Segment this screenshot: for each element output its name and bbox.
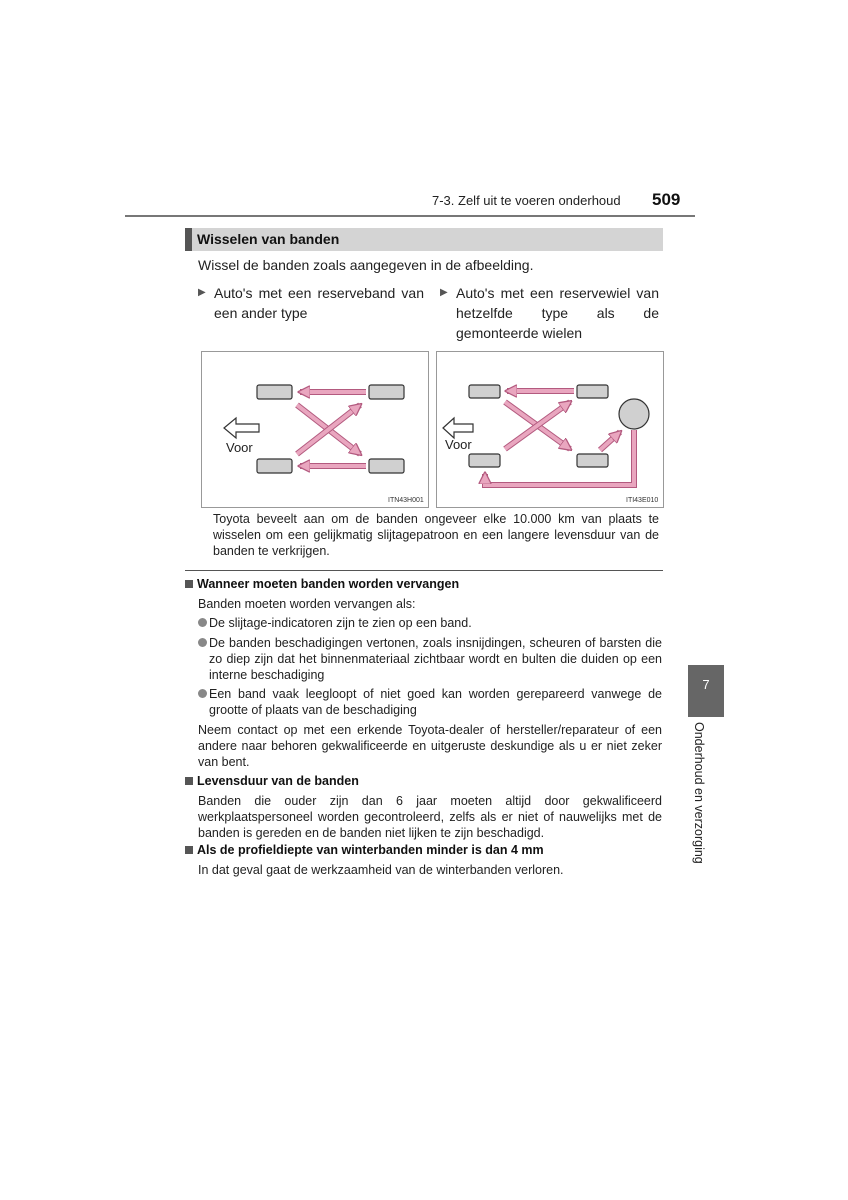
replace-bullet-2 xyxy=(198,635,662,683)
triangle-bullet-icon: ▶ xyxy=(198,287,206,298)
winter-heading xyxy=(185,843,544,857)
chapter-number: 7 xyxy=(702,677,710,692)
left-column-text: Auto's met een reserveband van een ander type xyxy=(214,285,424,321)
triangle-bullet-icon: ▶ xyxy=(440,287,448,298)
replace-heading-text: Wanneer moeten banden worden vervangen xyxy=(197,577,460,591)
replace-bullet-3 xyxy=(198,686,662,718)
tire-front-left xyxy=(469,385,500,398)
square-bullet-icon xyxy=(185,846,193,854)
section-marker xyxy=(185,228,192,251)
replace-heading xyxy=(185,577,459,591)
bullet-text: De slijtage-indicatoren zijn te zien op een band. xyxy=(209,616,472,630)
replace-contact: Neem contact op met een erkende Toyota-dealer of hersteller/reparateur of een andere naar behoren gekwalificeerde en uitgeruste deskundige als u er niet zeker van bent. xyxy=(198,723,662,769)
section-intro: Wissel de banden zoals aangegeven in de afbeelding. xyxy=(198,257,534,273)
tire-rear-left xyxy=(577,385,608,398)
section-title: Wisselen van banden xyxy=(197,231,340,247)
bullet-text: Een band vaak leegloopt of niet goed kan worden gerepareerd vanwege de grootte of plaats van de beschadiging xyxy=(209,687,662,717)
replace-lead: Banden moeten worden vervangen als: xyxy=(198,597,416,611)
page-number: 509 xyxy=(652,190,681,209)
header-rule xyxy=(125,215,695,217)
square-bullet-icon xyxy=(185,580,193,588)
figure-code: ITN43H001 xyxy=(388,497,424,504)
tire-rear-left xyxy=(369,385,404,399)
bullet-text: De banden beschadigingen vertonen, zoals insnijdingen, scheuren of barsten die zo diep zijn dat het binnenmateriaal zichtbaar wordt en bulten die duiden op een interne beschadiging xyxy=(209,636,662,682)
right-column-label xyxy=(440,283,659,345)
tire-front-right xyxy=(257,459,292,473)
tire-rear-right xyxy=(577,454,608,467)
left-column-label xyxy=(198,283,424,325)
chapter-tab xyxy=(688,665,724,717)
running-header: 7-3. Zelf uit te voeren onderhoud xyxy=(432,193,621,208)
front-label: Voor xyxy=(226,440,253,455)
tire-front-right xyxy=(469,454,500,467)
round-bullet-icon xyxy=(198,618,207,627)
section-divider xyxy=(185,570,663,571)
rotation-figure-right xyxy=(437,352,663,507)
chapter-title-vertical xyxy=(692,722,712,882)
chapter-title: Onderhoud en verzorging xyxy=(692,722,706,864)
tire-rotation-diagram-right xyxy=(436,351,664,508)
tire-rotation-diagram-left xyxy=(201,351,429,508)
front-direction-arrow-icon xyxy=(224,418,259,438)
square-bullet-icon xyxy=(185,777,193,785)
rotation-figure-left xyxy=(202,352,428,507)
figure-code: ITI43E010 xyxy=(626,497,659,504)
section-title-bar xyxy=(185,228,663,251)
tire-front-left xyxy=(257,385,292,399)
tire-rear-right xyxy=(369,459,404,473)
lifespan-heading xyxy=(185,774,359,788)
front-label: Voor xyxy=(445,437,472,452)
round-bullet-icon xyxy=(198,689,207,698)
figure-caption: Toyota beveelt aan om de banden ongeveer elke 10.000 km van plaats te wisselen om een gelijkmatig slijtagepatroon en een langere levensduur van de banden te verkrijgen. xyxy=(213,512,659,558)
lifespan-heading-text: Levensduur van de banden xyxy=(197,774,359,788)
right-column-text: Auto's met een reservewiel van hetzelfde type als de gemonteerde wielen xyxy=(456,285,659,341)
spare-tire xyxy=(619,399,649,429)
front-direction-arrow-icon xyxy=(443,418,473,438)
replace-bullet-1 xyxy=(198,615,662,631)
winter-text: In dat geval gaat de werkzaamheid van de winterbanden verloren. xyxy=(198,863,564,877)
round-bullet-icon xyxy=(198,638,207,647)
lifespan-text: Banden die ouder zijn dan 6 jaar moeten altijd door gekwalificeerd werkplaatspersoneel worden gecontroleerd, zelfs als er niet of nauwelijks met de banden is gereden en de banden niet lijken te zijn beschadigd. xyxy=(198,794,662,840)
winter-heading-text: Als de profieldiepte van winterbanden minder is dan 4 mm xyxy=(197,843,544,857)
